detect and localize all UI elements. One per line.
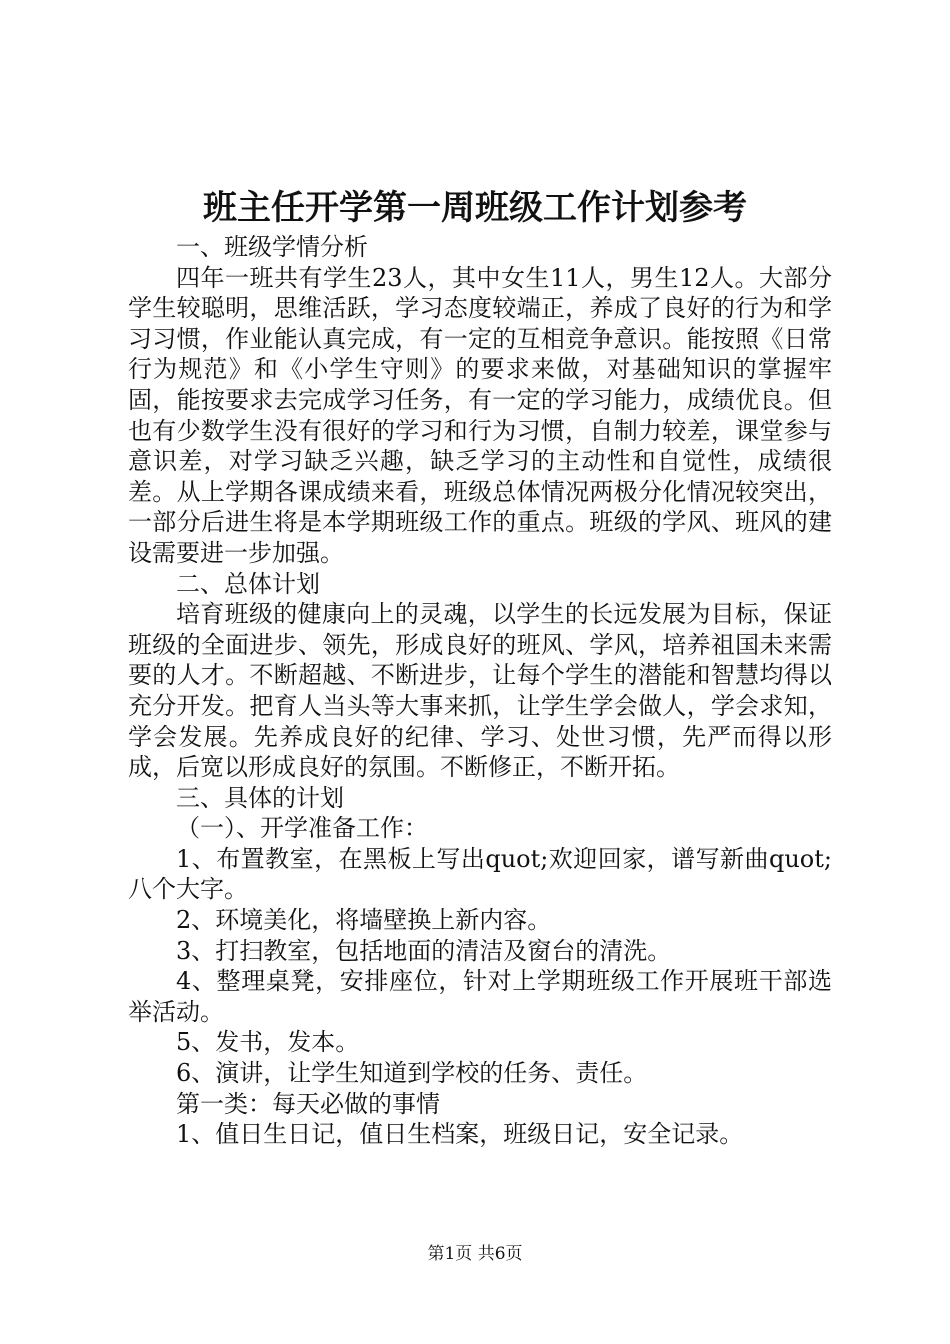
list-item: 1、值日生日记，值日生档案，班级日记，安全记录。 bbox=[176, 1120, 744, 1149]
list-item: 6、演讲，让学生知道到学校的任务、责任。 bbox=[176, 1059, 648, 1088]
document-body bbox=[128, 232, 832, 1150]
list-item: 3、打扫教室，包括地面的清洁及窗台的清洗。 bbox=[176, 936, 672, 965]
page-footer: 第1页 共6页 bbox=[427, 1244, 523, 1264]
list-item: 1、布置教室，在黑板上写出quot;欢迎回家，谱写新曲quot;八个大字。 bbox=[128, 844, 832, 904]
section-heading: 二、总体计划 bbox=[176, 569, 320, 598]
list-item: 5、发书，发本。 bbox=[176, 1028, 360, 1057]
paragraph: 四年一班共有学生23人，其中女生11人，男生12人。大部分学生较聪明，思维活跃，学习态度较端正，养成了良好的行为和学习习惯，作业能认真完成，有一定的互相竞争意识。能按照《日常行为规范》和《小学生守则》的要求来做，对基础知识的掌握牢固，能按要求去完成学习任务，有一定的学习能力，成绩优良。但也有少数学生没有很好的学习和行为习惯，自制力较差，课堂参与意识差，对学习缺乏兴趣，缺乏学习的主动性和自觉性，成绩很差。从上学期各课成绩来看，班级总体情况两极分化情况较突出，一部分后进生将是本学期班级工作的重点。班级的学风、班风的建设需要进一步加强。 bbox=[128, 263, 832, 567]
subsection-heading: （一）、开学准备工作： bbox=[176, 814, 428, 843]
list-item: 4、整理桌凳，安排座位，针对上学期班级工作开展班干部选举活动。 bbox=[128, 967, 832, 1026]
section-heading: 三、具体的计划 bbox=[176, 783, 344, 812]
section-heading: 一、班级学情分析 bbox=[176, 233, 368, 261]
paragraph: 培育班级的健康向上的灵魂，以学生的长远发展为目标，保证班级的全面进步、领先，形成良好的班风、学风，培养祖国未来需要的人才。不断超越、不断进步，让每个学生的潜能和智慧均得以充分开发。把育人当头等大事来抓，让学生学会做人，学会求知，学会发展。先养成良好的纪律、学习、处世习惯，先严而得以形成，后宽以形成良好的氛围。不断修正，不断开拓。 bbox=[128, 600, 832, 782]
list-item: 2、环境美化，将墙壁换上新内容。 bbox=[176, 906, 552, 935]
document-title: 班主任开学第一周班级工作计划参考 bbox=[203, 188, 747, 228]
subsection-heading: 第一类：每天必做的事情 bbox=[176, 1089, 440, 1118]
